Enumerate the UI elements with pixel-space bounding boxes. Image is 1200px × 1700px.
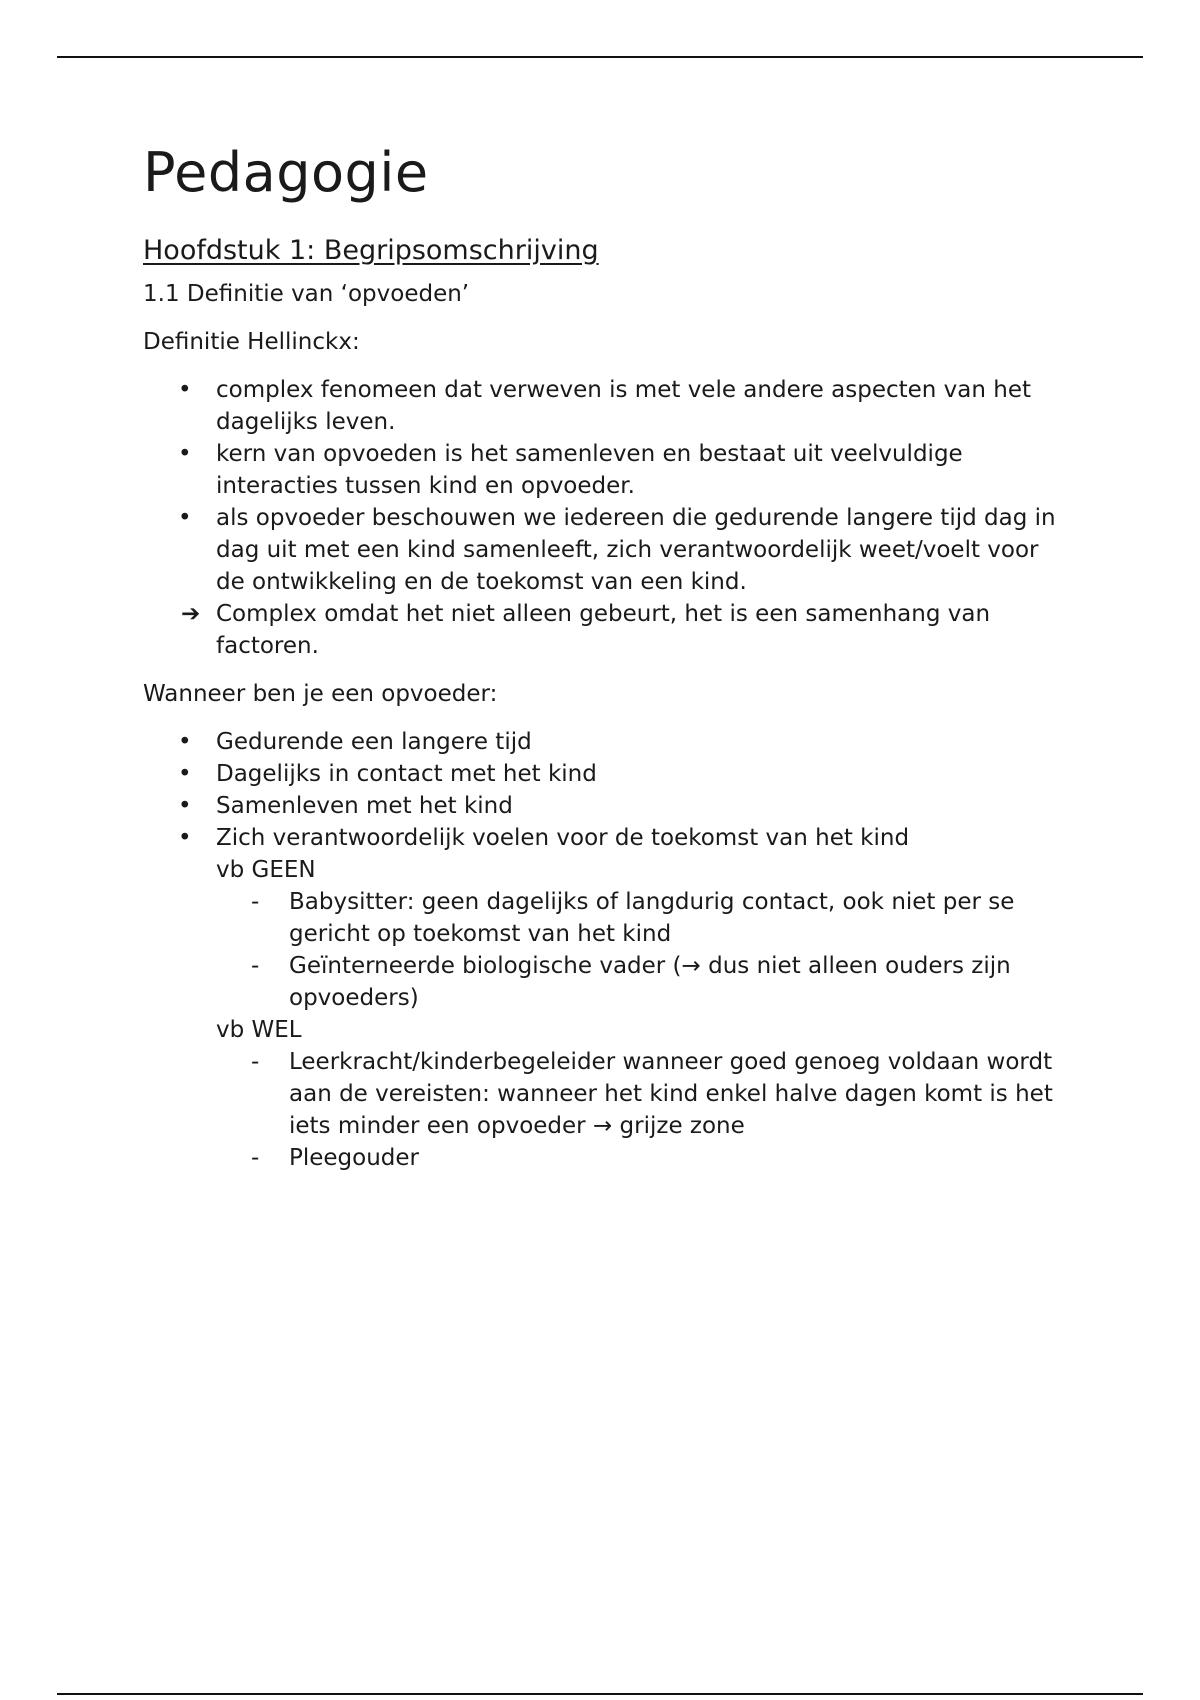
section-heading: 1.1 Definitie van ‘opvoeden’ <box>143 281 470 307</box>
top-rule <box>57 56 1143 58</box>
list-item-text: Complex omdat het niet alleen gebeurt, het is een samenhang van factoren. <box>216 601 991 659</box>
bullet-icon: • <box>178 377 192 403</box>
sub-list-item <box>216 1046 1063 1142</box>
when-heading: Wanneer ben je een opvoeder: <box>143 681 498 707</box>
document-body <box>143 138 1063 1190</box>
sub-list-item <box>216 886 1063 950</box>
list-item <box>143 758 1063 790</box>
list-item <box>143 438 1063 502</box>
bullet-icon: • <box>178 793 192 819</box>
sub-list-item-text: Geïnterneerde biologische vader (→ dus niet alleen ouders zijn opvoeders) <box>289 953 1011 1011</box>
sub-list-item <box>216 1142 1063 1174</box>
list-item <box>143 822 1063 1174</box>
definition-heading: Definitie Hellinckx: <box>143 329 360 355</box>
arrow-right-icon: ➔ <box>181 601 201 627</box>
dash-icon: - <box>251 1049 260 1075</box>
sub-list-item-text: Babysitter: geen dagelijks of langdurig contact, ook niet per se gericht op toekomst van het kind <box>289 889 1015 947</box>
list-item-text: Gedurende een langere tijd <box>216 729 532 755</box>
list-item-text: Samenleven met het kind <box>216 793 513 819</box>
list-item-text: als opvoeder beschouwen we iedereen die gedurende langere tijd dag in dag uit met een kind samenleeft, zich verantwoordelijk weet/voelt voor de ontwikkeling en de toekomst van een kind. <box>216 505 1056 595</box>
list-item <box>143 726 1063 758</box>
list-item <box>143 790 1063 822</box>
dash-icon: - <box>251 889 260 915</box>
document-title: Pedagogie <box>143 141 429 204</box>
list-item-text: complex fenomeen dat verweven is met vele andere aspecten van het dagelijks leven. <box>216 377 1032 435</box>
bullet-icon: • <box>178 441 192 467</box>
examples-not-label: vb GEEN <box>216 857 316 883</box>
dash-icon: - <box>251 1145 260 1171</box>
examples-yes-label: vb WEL <box>216 1017 302 1043</box>
bullet-icon: • <box>178 505 192 531</box>
list-item <box>143 502 1063 598</box>
sub-list-item <box>216 950 1063 1014</box>
sub-list-item-text: Leerkracht/kinderbegeleider wanneer goed genoeg voldaan wordt aan de vereisten: wanneer het kind enkel halve dagen komt is het iets minder een opvoeder → grijze zone <box>289 1049 1053 1139</box>
examples-yes-list <box>216 1046 1063 1174</box>
bottom-rule <box>57 1693 1143 1695</box>
bullet-icon: • <box>178 761 192 787</box>
definition-list <box>143 374 1063 662</box>
when-list <box>143 726 1063 1174</box>
chapter-heading: Hoofdstuk 1: Begripsomschrijving <box>143 235 599 266</box>
list-item-text: Dagelijks in contact met het kind <box>216 761 597 787</box>
examples-not-list <box>216 886 1063 1014</box>
list-item-text: kern van opvoeden is het samenleven en bestaat uit veelvuldige interacties tussen kind en opvoeder. <box>216 441 963 499</box>
sub-list-item-text: Pleegouder <box>289 1145 420 1171</box>
list-item-conclusion <box>143 598 1063 662</box>
bullet-icon: • <box>178 825 192 851</box>
dash-icon: - <box>251 953 260 979</box>
list-item <box>143 374 1063 438</box>
list-item-text: Zich verantwoordelijk voelen voor de toekomst van het kind <box>216 825 910 851</box>
bullet-icon: • <box>178 729 192 755</box>
